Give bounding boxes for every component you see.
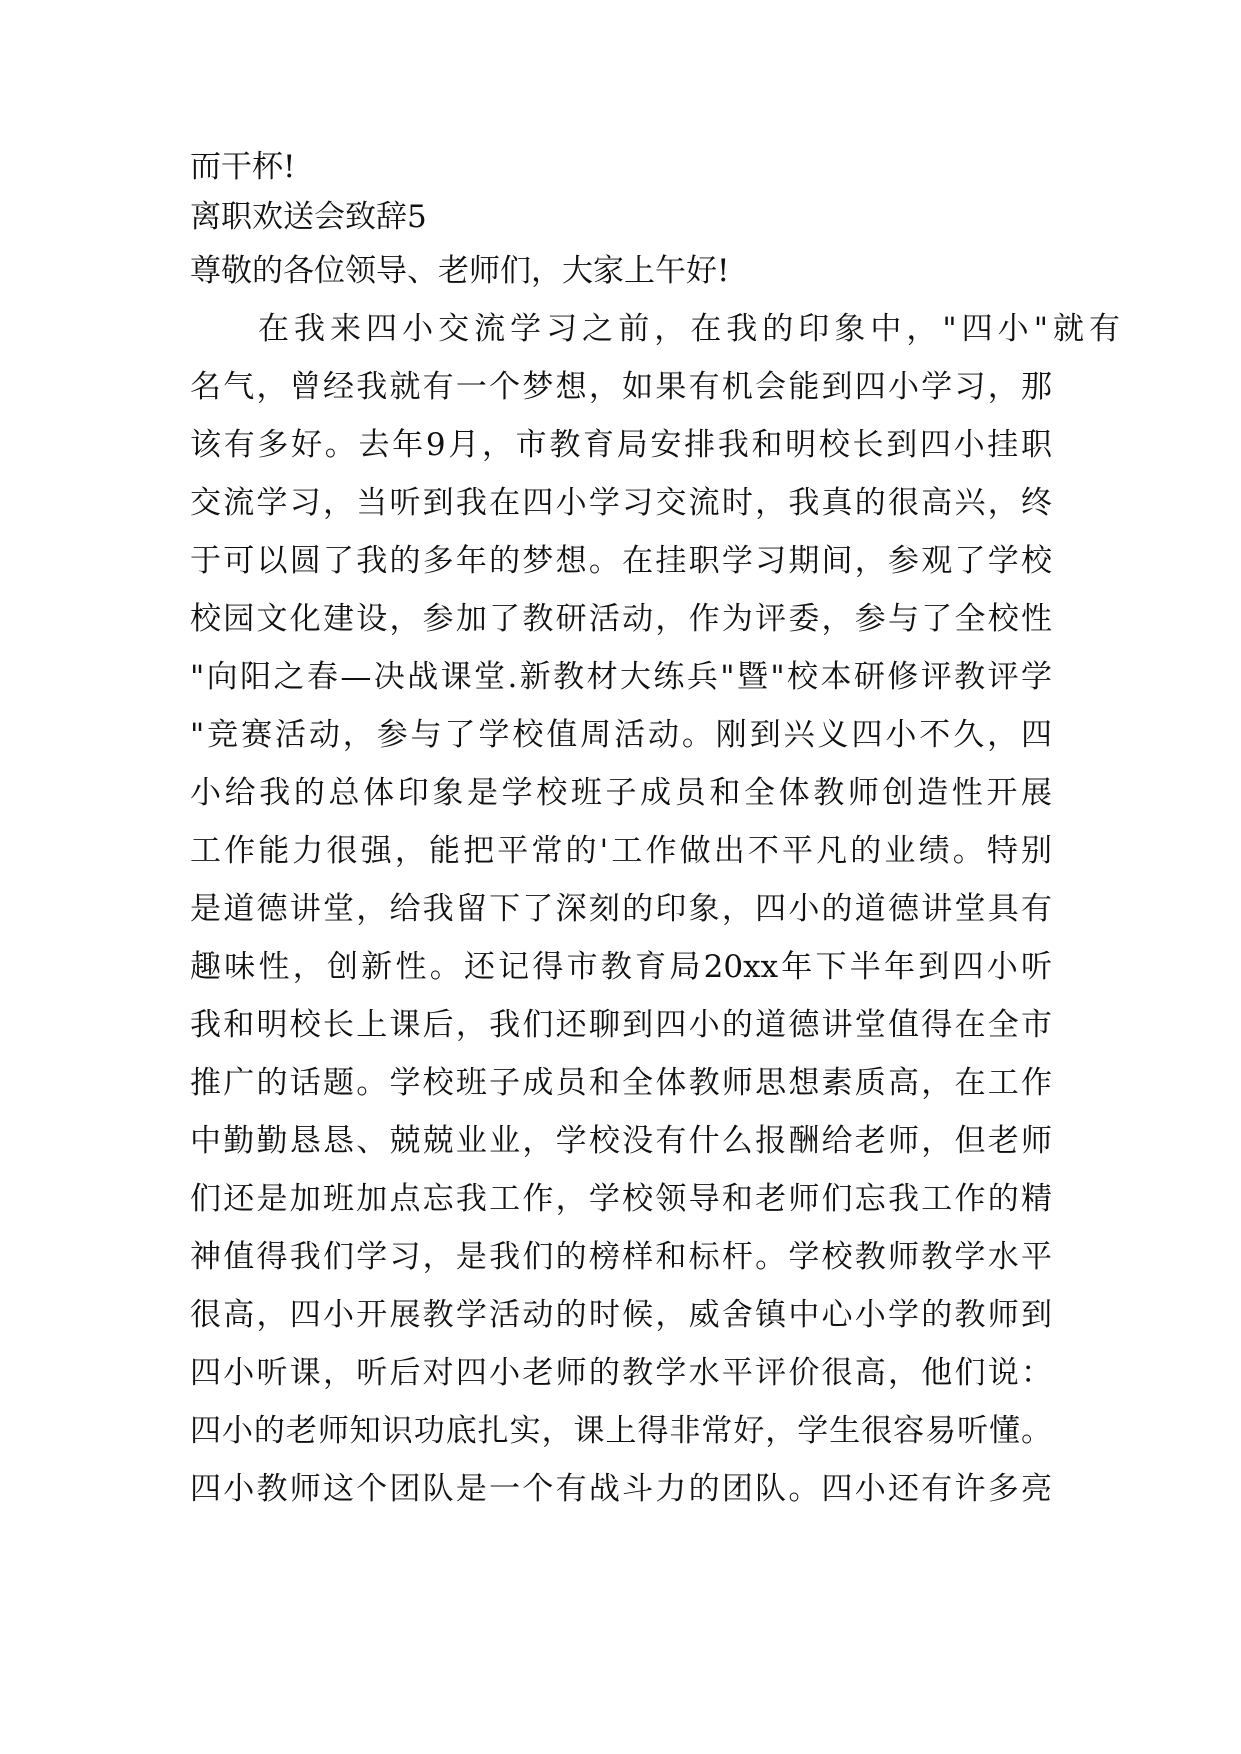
paragraph-line: 是道德讲堂，给我留下了深刻的印象，四小的道德讲堂具有 — [190, 891, 1052, 927]
paragraph-line: 交流学习，当听到我在四小学习交流时，我真的很高兴，终 — [190, 485, 1052, 521]
paragraph-line: 四小听课，听后对四小老师的教学水平评价很高，他们说： — [190, 1355, 1052, 1391]
paragraph-line: "向阳之春—决战课堂.新教材大练兵"暨"校本研修评教评学 — [190, 659, 1052, 695]
paragraph-line: 在我来四小交流学习之前，在我的印象中，"四小"就有 — [258, 311, 1120, 347]
paragraph-line: 中勤勤恳恳、兢兢业业，学校没有什么报酬给老师，但老师 — [190, 1123, 1052, 1159]
salutation: 尊敬的各位领导、老师们，大家上午好! — [190, 253, 730, 289]
paragraph-line: 神值得我们学习，是我们的榜样和标杆。学校教师教学水平 — [190, 1239, 1052, 1275]
paragraph-line: 我和明校长上课后，我们还聊到四小的道德讲堂值得在全市 — [190, 1007, 1052, 1043]
paragraph-line: 趣味性，创新性。还记得市教育局20xx年下半年到四小听 — [190, 949, 1052, 985]
text-line-toast-end: 而干杯! — [190, 149, 296, 185]
paragraph-line: 小给我的总体印象是学校班子成员和全体教师创造性开展 — [190, 775, 1052, 811]
paragraph-line: 很高，四小开展教学活动的时候，威舍镇中心小学的教师到 — [190, 1297, 1052, 1333]
paragraph-line: 校园文化建设，参加了教研活动，作为评委，参与了全校性 — [190, 601, 1052, 637]
paragraph-line: "竞赛活动，参与了学校值周活动。刚到兴义四小不久，四 — [190, 717, 1052, 753]
document-body — [190, 142, 1120, 1518]
paragraph-line: 名气，曾经我就有一个梦想，如果有机会能到四小学习，那 — [190, 369, 1052, 405]
paragraph-line: 四小教师这个团队是一个有战斗力的团队。四小还有许多亮 — [190, 1471, 1052, 1507]
paragraph-line: 工作能力很强，能把平常的'工作做出不平凡的业绩。特别 — [190, 833, 1052, 869]
section-heading: 离职欢送会致辞5 — [190, 199, 427, 235]
paragraph-line: 推广的话题。学校班子成员和全体教师思想素质高，在工作 — [190, 1065, 1052, 1101]
paragraph-line: 们还是加班加点忘我工作，学校领导和老师们忘我工作的精 — [190, 1181, 1052, 1217]
paragraph-line: 该有多好。去年9月，市教育局安排我和明校长到四小挂职 — [190, 427, 1052, 463]
paragraph-line: 于可以圆了我的多年的梦想。在挂职学习期间，参观了学校 — [190, 543, 1052, 579]
paragraph-line: 四小的老师知识功底扎实，课上得非常好，学生很容易听懂。 — [190, 1413, 1052, 1449]
